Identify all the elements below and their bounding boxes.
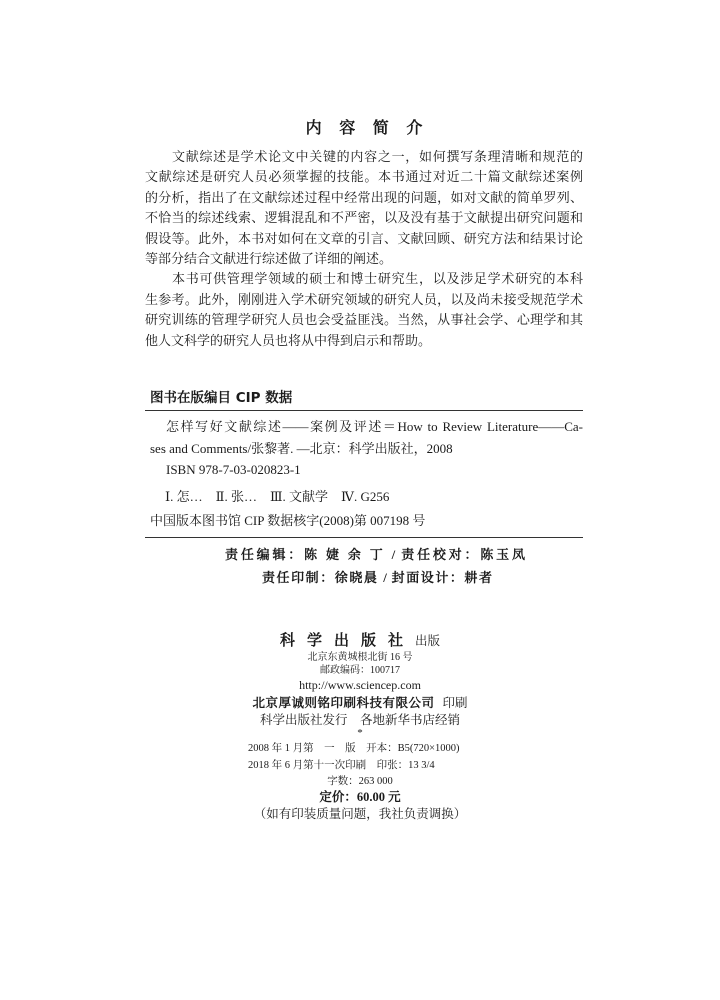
credits-editors: 责任编辑：陈 婕 余 丁 / 责任校对：陈玉凤 [225, 547, 525, 562]
synopsis-line: 的分析，指出了在文献综述过程中经常出现的问题，如对文献的简单罗列、 [145, 189, 583, 205]
synopsis-line: 不恰当的综述线索、逻辑混乱和不严密，以及没有基于文献提出研究问题和 [145, 210, 583, 226]
synopsis-line: 等部分结合文献进行综述做了详细的阐述。 [145, 250, 393, 266]
publisher-postcode: 邮政编码：100717 [320, 665, 400, 676]
synopsis-line: 文献综述是研究人员必须掌握的技能。本书通过对近二十篇文献综述案例 [145, 169, 583, 185]
synopsis-line: 研究训练的管理学研究人员也会受益匪浅。当然，从事社会学、心理学和其 [145, 312, 583, 328]
credits-production: 责任印制：徐晓晨 / 封面设计：耕者 [262, 570, 492, 585]
cip-isbn: ISBN 978-7-03-020823-1 [166, 462, 301, 477]
publisher-name: 科学出版社 [279, 631, 415, 649]
synopsis-line: 本书可供管理学领域的硕士和博士研究生，以及涉足学术研究的本科 [172, 271, 583, 287]
cip-heading: 图书在版编目 CIP 数据 [150, 390, 293, 406]
publisher-line [0, 631, 720, 649]
cip-title-line: ses and Comments/张黎著. —北京：科学出版社，2008 [150, 441, 453, 456]
printer-name: 北京厚诚则铭印刷科技有限公司 [252, 695, 435, 710]
cip-subjects: Ⅰ. 怎… Ⅱ. 张… Ⅲ. 文献学 Ⅳ. G256 [165, 489, 390, 504]
printer-action: 印刷 [442, 696, 468, 710]
synopsis-line: 假设等。此外，本书对如何在文章的引言、文献回顾、研究方法和结果讨论 [145, 230, 583, 246]
cip-bottom-rule [145, 537, 583, 538]
distribution-line: 科学出版社发行 各地新华书店经销 [259, 713, 460, 727]
cip-title-line: 怎样写好文献综述——案例及评述＝How to Review Literature——Ca- [166, 419, 583, 434]
cip-record: 中国版本图书馆 CIP 数据核字(2008)第 007198 号 [150, 513, 426, 528]
synopsis-line: 他人文科学的研究人员也将从中得到启示和帮助。 [145, 332, 432, 348]
publisher-address: 北京东黄城根北街 16 号 [307, 652, 413, 663]
synopsis-paragraph [145, 147, 583, 269]
synopsis-line: 生参考。此外，刚刚进入学术研究领域的研究人员，以及尚未接受规范学术 [145, 291, 583, 307]
printer-line [0, 695, 720, 711]
quality-notice: （如有印装质量问题，我社负责调换） [253, 807, 467, 821]
edition-line: 2008 年 1 月第 一 版 开本：B5(720×1000) [248, 743, 460, 754]
printing-line: 2018 年 6 月第十一次印刷 印张：13 3/4 [248, 760, 435, 771]
synopsis-paragraph [145, 269, 583, 351]
price: 定价：60.00 元 [319, 790, 401, 804]
synopsis-line: 文献综述是学术论文中关键的内容之一，如何撰写条理清晰和规范的 [172, 149, 583, 164]
publisher-website: http://www.sciencep.com [299, 678, 421, 692]
synopsis-heading: 内 容 简 介 [305, 118, 429, 137]
word-count: 字数：263 000 [327, 776, 393, 787]
synopsis-body [145, 147, 583, 351]
separator-star: * [357, 727, 363, 739]
cip-top-rule [145, 410, 583, 411]
publisher-action: 出版 [415, 634, 441, 648]
